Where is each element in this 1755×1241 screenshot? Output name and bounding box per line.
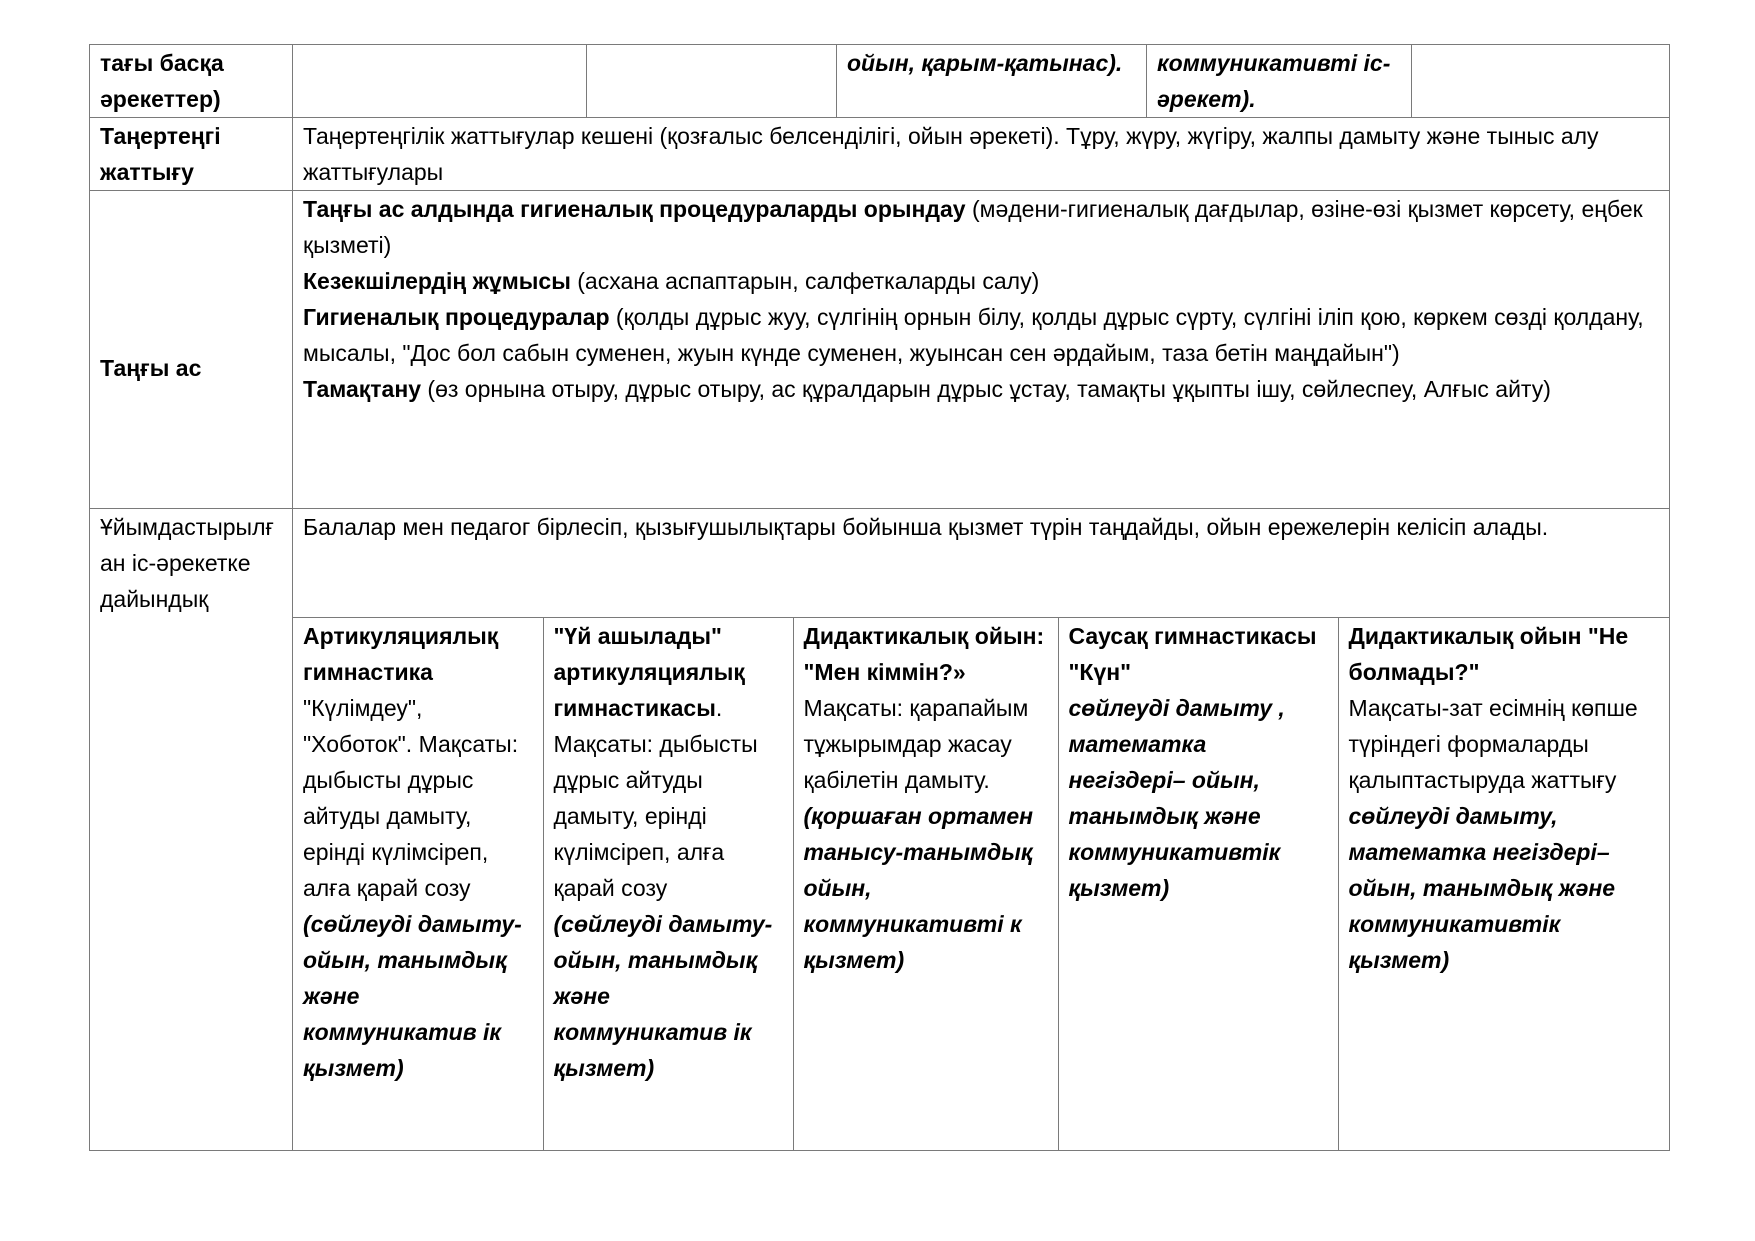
item-title: Тамақтану [303,376,422,402]
activity-tag: сөйлеуді дамыту, математка негіздері– ойын, танымдық және коммуникативтік қызмет) [1348,803,1616,973]
activity-cell [1058,618,1338,1150]
empty-cell [587,45,837,118]
activity-body: Мақсаты: қарапайым тұжырымдар жасау қабілетін дамыту. [803,695,1029,793]
activity-cell [1338,618,1670,1150]
table-row [90,45,1670,118]
item-title: Гигиеналық процедуралар [303,304,610,330]
activity-cell [543,618,793,1150]
item-text: (мәдени-гигиеналық дағдылар, өзіне-өзі қызмет көрсету, еңбек қызметі) [303,196,1643,258]
activity-tag: (сөйлеуді дамыту- ойын, танымдық және коммуникатив ік қызмет) [303,911,522,1081]
preparation-cell [293,509,1670,1151]
item-text: (асхана аспаптарын, салфеткаларды салу) [570,268,1040,294]
activity-body: Мақсаты: дыбысты дұрыс айтуды дамыту, ерінді күлімсіреп, алға қарай созу [553,731,758,901]
item-text: (қолды дұрыс жуу, сүлгінің орнын білу, қолды дұрыс сүрту, сүлгіні іліп қою, көркем сөзді қолдану, мысалы, "Дос бол сабын суменен, жуын күнде суменен, жуынсан сен әрдайым, таза бетін маңдайын") [303,304,1644,366]
cell-text: коммуникативті іс-әрекет). [1147,45,1412,118]
activity-title: Дидактикалық ойын: "Мен кіммін?» [803,623,1045,685]
table-row [90,118,1670,191]
empty-cell [1412,45,1670,118]
row-label: Таңғы ас [90,191,293,509]
activity-cell [793,618,1058,1150]
cell-text: Таңертеңгілік жаттығулар кешені (қозғалыс белсенділігі, ойын әрекеті). Тұру, жүру, жүгіру, жалпы дамыту және тыныс алу жаттығулары [293,118,1670,191]
item-title: Таңғы ас алдында гигиеналық процедураларды орындау [303,196,966,222]
activity-title: Саусақ гимнастикасы "Күн" [1068,623,1317,685]
preparation-intro: Балалар мен педагог бірлесіп, қызығушылықтары бойынша қызмет түрін таңдайды, ойын ережелерін келісіп алады. [303,514,1549,540]
table-row [293,618,1670,1150]
breakfast-item [303,191,1659,263]
activity-tag: сөйлеуді дамыту , математка негіздері– ойын, танымдық және коммуникативтік қызмет) [1068,695,1285,901]
activity-body: Мақсаты-зат есімнің көпше түріндегі формаларды қалыптастыруда жаттығу [1348,695,1638,793]
activity-tag: (қоршаған ортамен танысу-танымдық ойын, коммуникативті к қызмет) [803,803,1034,973]
activity-title: Артикуляциялық гимнастика [303,623,499,685]
table-row [90,509,1670,1151]
breakfast-cell [293,191,1670,509]
breakfast-item [303,299,1659,371]
schedule-table [89,44,1670,1151]
cell-text: ойын, қарым-қатынас). [837,45,1147,118]
activity-tag: (сөйлеуді дамыту-ойын, танымдық және коммуникатив ік қызмет) [553,911,773,1081]
breakfast-item [303,263,1659,299]
activity-title: "Үй ашылады" артикуляциялық гимнастикасы [553,623,745,721]
item-title: Кезекшілердің жұмысы [303,268,571,294]
empty-cell [293,45,587,118]
item-text: (өз орнына отыру, дұрыс отыру, ас құралдарын дұрыс ұстау, тамақты ұқыпты ішу, сөйлеспеу, Алғыс айту) [421,376,1551,402]
table-row [90,191,1670,509]
activity-title: Дидактикалық ойын "Не болмады?" [1348,623,1629,685]
row-label: Ұйымдастырылған іс-әрекетке дайындық [90,509,293,1151]
row-label: Таңертеңгі жаттығу [90,118,293,191]
activity-title-tail: . [715,695,723,721]
activities-table [293,617,1670,1150]
row-label: тағы басқа әрекеттер) [90,45,293,118]
activity-body: "Күлімдеу", "Хоботок". Мақсаты: дыбысты дұрыс айтуды дамыту, ерінді күлімсіреп, алға қарай созу [303,695,519,901]
breakfast-item [303,371,1659,407]
activity-cell [293,618,543,1150]
